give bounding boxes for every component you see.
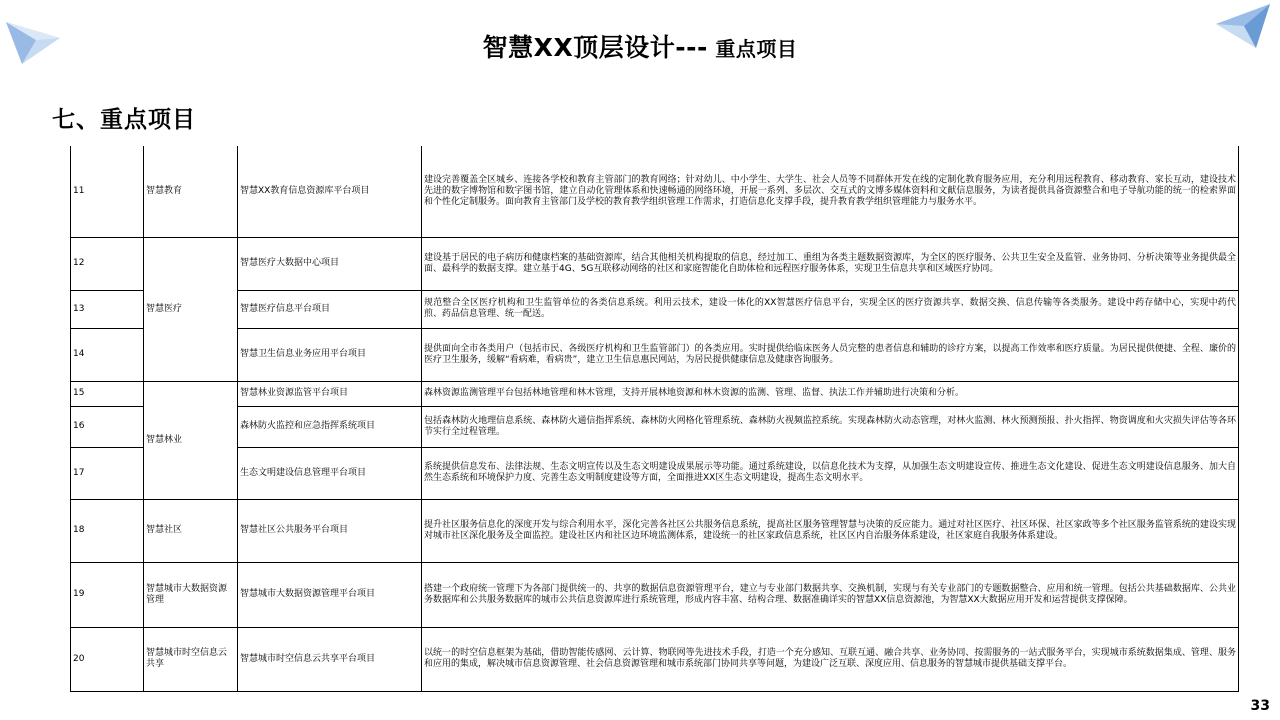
project-name: 智慧城市时空信息云共享平台项目 bbox=[238, 627, 422, 691]
table-row bbox=[71, 499, 1239, 562]
row-number: 17 bbox=[71, 447, 144, 499]
project-name: 生态文明建设信息管理平台项目 bbox=[238, 447, 422, 499]
project-description: 建设基于居民的电子病历和健康档案的基础资源库，结合其他相关机构提取的信息，经过加工、重组为各类主题数据资源库，为全区的医疗服务、公共卫生安全及监管、业务协同、分析决策等业务提供最全面、最科学的数据支撑。建立基于4G、5G互联移动网络的社区和家庭智能化自助体检和远程医疗服务体系，实现卫生信息共享和区域医疗协同。 bbox=[422, 237, 1239, 290]
page-number: 33 bbox=[1250, 698, 1270, 714]
key-projects-table bbox=[70, 146, 1239, 692]
page-title-main: 智慧XX顶层设计--- bbox=[482, 33, 708, 62]
domain-cell: 智慧教育 bbox=[144, 146, 238, 237]
project-description: 规范整合全区医疗机构和卫生监管单位的各类信息系统。利用云技术，建设一体化的XX智慧医疗信息平台，实现全区的医疗资源共享、数据交换、信息传输等各类服务。建设中药存储中心，实现中药代煎、药品信息管理、统一配送。 bbox=[422, 290, 1239, 328]
project-description: 包括森林防火地理信息系统、森林防火通信指挥系统、森林防火网格化管理系统、森林防火视频监控系统。实现森林防火动态管理，对林火监测、林火预测预报、扑火指挥、物资调度和火灾损失评估等各环节实行全过程管理。 bbox=[422, 406, 1239, 447]
table-row bbox=[71, 406, 1239, 447]
project-description: 森林资源监测管理平台包括林地管理和林木管理，支持开展林地资源和林木资源的监测、管理、监督、执法工作并辅助进行决策和分析。 bbox=[422, 381, 1239, 406]
project-name: 智慧医疗大数据中心项目 bbox=[238, 237, 422, 290]
domain-cell: 智慧林业 bbox=[144, 381, 238, 499]
row-number: 16 bbox=[71, 406, 144, 447]
domain-cell: 智慧城市大数据资源管理 bbox=[144, 562, 238, 627]
section-title: 七、重点项目 bbox=[52, 107, 196, 133]
page-title-sub: 重点项目 bbox=[707, 37, 798, 61]
row-number: 12 bbox=[71, 237, 144, 290]
row-number: 14 bbox=[71, 328, 144, 381]
table-row bbox=[71, 146, 1239, 237]
project-name: 森林防火监控和应急指挥系统项目 bbox=[238, 406, 422, 447]
project-name: 智慧城市大数据资源管理平台项目 bbox=[238, 562, 422, 627]
row-number: 19 bbox=[71, 562, 144, 627]
table-row bbox=[71, 447, 1239, 499]
domain-cell: 智慧城市时空信息云共享 bbox=[144, 627, 238, 691]
row-number: 15 bbox=[71, 381, 144, 406]
project-name: 智慧林业资源监管平台项目 bbox=[238, 381, 422, 406]
project-description: 搭建一个政府统一管理下为各部门提供统一的、共享的数据信息资源管理平台，建立与专业部门数据共享、交换机制，实现与有关专业部门的专题数据整合、应用和统一管理。包括公共基础数据库、公共业务数据库和公共服务数据库的城市公共信息资源库进行系统管理，形成内容丰富、结构合理、数据准确详实的智慧XX信息资源池，为智慧XX大数据应用开发和运营提供支撑保障。 bbox=[422, 562, 1239, 627]
table-row bbox=[71, 627, 1239, 691]
project-description: 以统一的时空信息框架为基础，借助智能传感网、云计算、物联网等先进技术手段，打造一个充分感知、互联互通、融合共享、业务协同、按需服务的一站式服务平台，实现城市系统数据集成、管理、服务和应用的集成，解决城市信息资源管理、社会信息资源管理和城市系统部门协同共享等问题，为建设广泛互联、深度应用、信息服务的智慧城市提供基础支撑平台。 bbox=[422, 627, 1239, 691]
table-row bbox=[71, 381, 1239, 406]
table-row bbox=[71, 237, 1239, 290]
project-name: 智慧社区公共服务平台项目 bbox=[238, 499, 422, 562]
project-name: 智慧医疗信息平台项目 bbox=[238, 290, 422, 328]
project-description: 提供面向全市各类用户（包括市民、各级医疗机构和卫生监管部门）的各类应用。实时提供给临床医务人员完整的患者信息和辅助的诊疗方案，以提高工作效率和医疗质量。为居民提供便捷、全程、廉价的医疗卫生服务，缓解“看病难，看病贵”，建立卫生信息惠民网站，为居民提供健康信息及健康咨询服务。 bbox=[422, 328, 1239, 381]
table-row bbox=[71, 290, 1239, 328]
project-name: 智慧卫生信息业务应用平台项目 bbox=[238, 328, 422, 381]
domain-cell: 智慧社区 bbox=[144, 499, 238, 562]
row-number: 11 bbox=[71, 146, 144, 237]
page-title bbox=[0, 28, 1280, 64]
row-number: 13 bbox=[71, 290, 144, 328]
row-number: 18 bbox=[71, 499, 144, 562]
domain-cell: 智慧医疗 bbox=[144, 237, 238, 381]
project-description: 建设完善覆盖全区城乡、连接各学校和教育主管部门的教育网络；针对幼儿、中小学生、大学生、社会人员等不同群体开发在线的定制化教育服务应用，充分利用远程教育、移动教育、家长互动，建设技术先进的数字博物馆和数字图书馆，建立自动化管理体系和快速畅通的网络环境，开展一系列、多层次、交互式的文博多媒体资料和文献信息服务，为读者提供具备资源整合和电子导航功能的统一的检索界面和个性化定制服务。面向教育主管部门及学校的教育教学组织管理工作需求，打造信息化支撑手段，提升教育教学组织管理能力与服务水平。 bbox=[422, 146, 1239, 237]
table-row bbox=[71, 328, 1239, 381]
project-description: 系统提供信息发布、法律法规、生态文明宣传以及生态文明建设成果展示等功能。通过系统建设，以信息化技术为支撑，从加强生态文明建设宣传、推进生态文化建设、促进生态文明建设信息服务、加大自然生态系统和环境保护力度、完善生态文明制度建设等方面，全面推进XX区生态文明建设，提高生态文明水平。 bbox=[422, 447, 1239, 499]
table-row bbox=[71, 562, 1239, 627]
project-description: 提升社区服务信息化的深度开发与综合利用水平，深化完善各社区公共服务信息系统，提高社区服务管理智慧与决策的反应能力。通过对社区医疗、社区环保、社区家政等多个社区服务监管系统的建设实现对城市社区深化服务及全面监控。建设社区内和社区边环境监测体系，建设统一的社区家政信息系统，社区区内自治服务体系建设，社区家庭自我服务体系建设。 bbox=[422, 499, 1239, 562]
project-name: 智慧XX教育信息资源库平台项目 bbox=[238, 146, 422, 237]
row-number: 20 bbox=[71, 627, 144, 691]
